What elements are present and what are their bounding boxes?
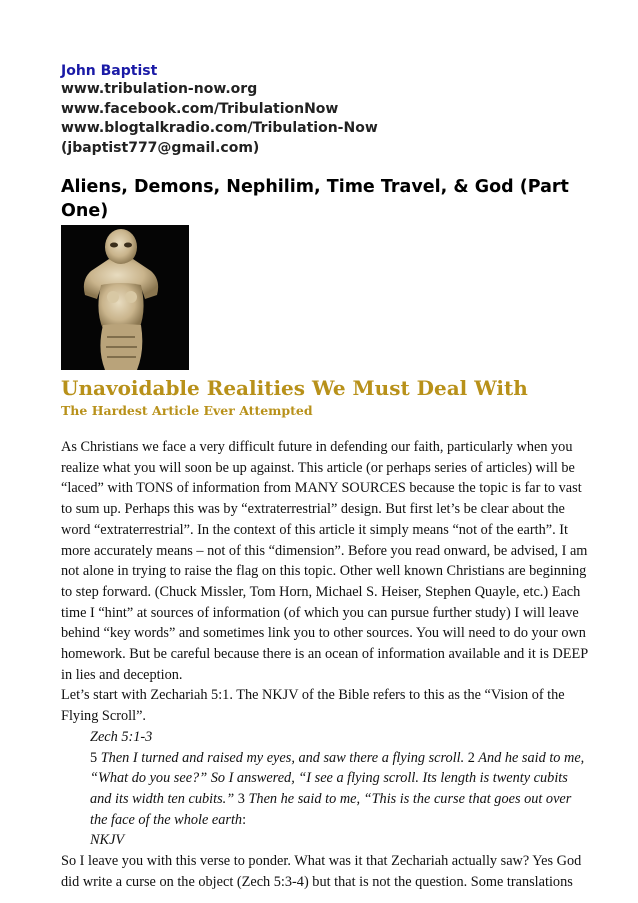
paragraph-zechariah: Let’s start with Zechariah 5:1. The NKJV of the Bible refers to this as the “Vision of the Flying Scroll”. [61, 687, 565, 725]
scripture-reference: Zech 5:1-3 [90, 728, 153, 745]
website-link[interactable]: www.tribulation-now.org [61, 81, 258, 97]
verse-number: 5 [90, 749, 98, 766]
verse-text: Then he said to me, “This is the curse that goes out over the face of the whole earth [90, 790, 572, 828]
facebook-link[interactable]: www.facebook.com/TribulationNow [61, 100, 339, 117]
verse-punctuation: : [242, 811, 247, 828]
clay-figurine-image [61, 225, 189, 370]
scripture-quote [90, 727, 591, 851]
document-page [61, 62, 591, 892]
paragraph-ponder: So I leave you with this verse to ponder. What was it that Zechariah actually saw? Yes God did write a curse on the object (Zech 5:3-4) but that is not the question. Some translations [61, 853, 582, 890]
blogtalkradio-link[interactable]: www.blogtalkradio.com/Tribulation-Now [61, 120, 378, 136]
paragraph-intro: As Christians we face a very difficult future in defending our faith, particularly when you realize what you will soon be up against. This article (or perhaps series of articles) will be “laced” with TONS of information from MANY SOURCES because the topic is far to vast to sum up. Perhaps this was by “extraterrestrial” design. But first let’s be clear about the word “extraterrestrial”. In the context of this article it simply means “not of the earth”. It more accurately means – not of this “dimension”. Before you read onward, be advised, I am not alone in trying to raise the flag on this topic. Other well known Christians are beginning to step forward. (Chuck Missler, Tom Horn, Michael S. Heiser, Stephen Quayle, etc.) Each time I “hint” at sources of information (of which you can pursue further study) I will leave behind “key words” and sometimes link you to other sources. You will need to do your own homework. But be careful because there is an ocean of information available and it is DEEP in lies and deception. [61, 439, 588, 683]
article-title: Aliens, Demons, Nephilim, Time Travel, & God (Part One) [61, 177, 569, 221]
section-subheading: The Hardest Article Ever Attempted [61, 403, 313, 418]
email-link[interactable]: (jbaptist777@gmail.com) [61, 139, 260, 156]
verse-number: 3 [237, 790, 245, 807]
scripture-version: NKJV [90, 832, 125, 849]
scripture-text [90, 748, 591, 831]
verse-number: 2 [467, 749, 475, 766]
verse-text: Then I turned and raised my eyes, and saw there a flying scroll. [97, 749, 468, 766]
article-body [61, 437, 591, 892]
verse-text: And he said to me, “What do you see?” So I answered, “I see a flying scroll. Its length is twenty cubits and its width ten cubits.” [90, 749, 585, 807]
author-name: John Baptist [61, 63, 158, 79]
section-heading: Unavoidable Realities We Must Deal With [61, 376, 528, 400]
